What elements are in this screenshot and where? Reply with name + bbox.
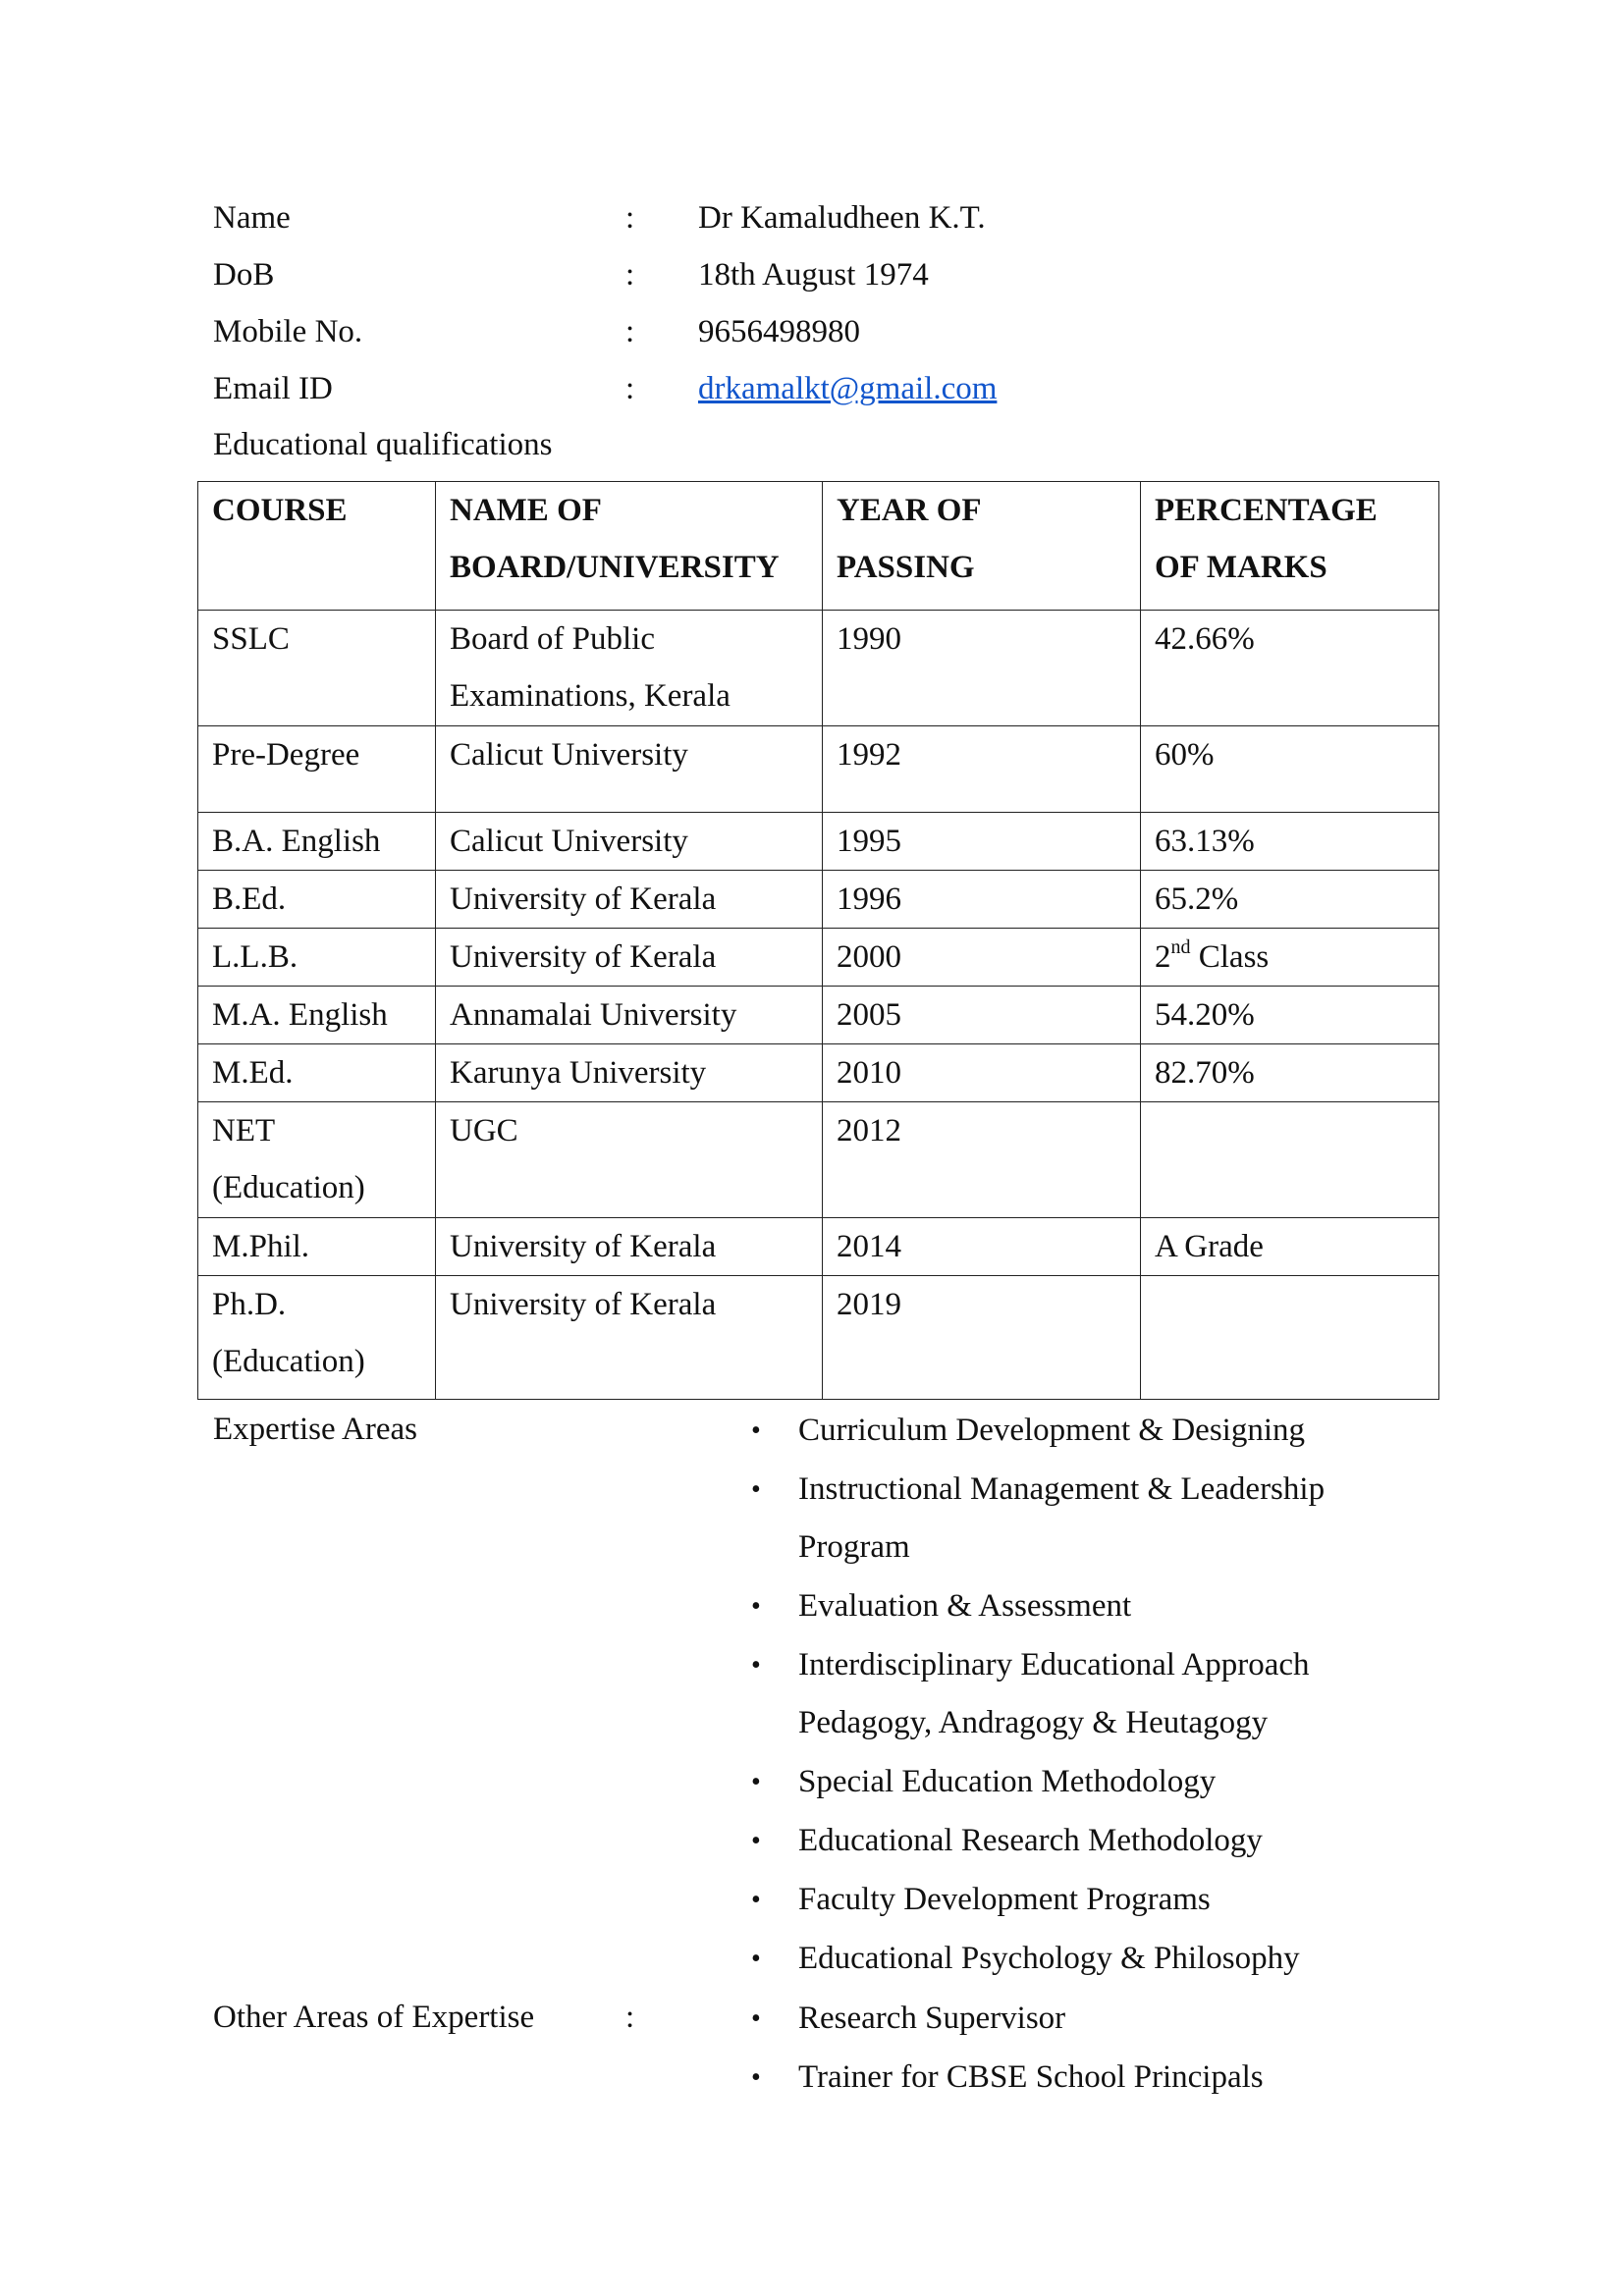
course-cell: B.A. English [198, 813, 436, 871]
education-section-label: Educational qualifications [213, 427, 553, 462]
mobile-separator: : [625, 314, 635, 349]
marks-cell: 82.70% [1141, 1044, 1439, 1102]
list-item: • Trainer for CBSE School Principals [746, 2049, 1375, 2107]
course-cell: NET (Education) [198, 1102, 436, 1218]
ordinal-superscript: nd [1170, 936, 1191, 958]
course-cell: Pre-Degree [198, 726, 436, 813]
table-header-row [198, 482, 1439, 611]
other-expertise-label: Other Areas of Expertise [213, 2000, 535, 2035]
board-cell: Board of Public Examinations, Kerala [436, 611, 823, 726]
marks-cell: 42.66% [1141, 611, 1439, 726]
bullet-icon: • [751, 1826, 761, 1856]
year-cell: 2019 [823, 1276, 1141, 1400]
year-cell: 1992 [823, 726, 1141, 813]
table-row [198, 871, 1439, 929]
list-item: • Faculty Development Programs [746, 1871, 1375, 1929]
board-cell: University of Kerala [436, 1218, 823, 1276]
dob-label: DoB [213, 257, 275, 293]
bullet-icon: • [751, 2003, 761, 2034]
bullet-icon: • [751, 1591, 761, 1622]
board-cell: Annamalai University [436, 987, 823, 1044]
bullet-icon: • [751, 1885, 761, 1915]
course-cell: Ph.D. (Education) [198, 1276, 436, 1400]
marks-cell: 54.20% [1141, 987, 1439, 1044]
table-row [198, 726, 1439, 813]
marks-cell: 63.13% [1141, 813, 1439, 871]
email-label: Email ID [213, 371, 333, 406]
other-expertise-list [746, 1990, 1375, 2108]
year-cell: 2012 [823, 1102, 1141, 1218]
year-cell: 2014 [823, 1218, 1141, 1276]
board-cell: University of Kerala [436, 1276, 823, 1400]
bullet-icon: • [751, 1474, 761, 1505]
list-item: • Interdisciplinary Educational Approach Pedagogy, Andragogy & Heutagogy [746, 1636, 1375, 1752]
course-cell: L.L.B. [198, 929, 436, 987]
bullet-icon: • [751, 1415, 761, 1446]
header-course: COURSE [198, 482, 436, 611]
year-cell: 2010 [823, 1044, 1141, 1102]
name-row [213, 189, 1440, 246]
bullet-icon: • [751, 1944, 761, 1974]
course-cell: M.Phil. [198, 1218, 436, 1276]
list-item: • Research Supervisor [746, 1990, 1375, 2048]
table-row [198, 1276, 1439, 1400]
name-separator: : [625, 200, 635, 236]
board-cell: Calicut University [436, 726, 823, 813]
bullet-icon: • [751, 1767, 761, 1797]
marks-cell [1141, 1276, 1439, 1400]
mobile-label: Mobile No. [213, 314, 363, 349]
expertise-areas-label: Expertise Areas [213, 1412, 418, 1447]
dob-value: 18th August 1974 [698, 257, 929, 293]
name-value: Dr Kamaludheen K.T. [698, 200, 986, 236]
board-cell: UGC [436, 1102, 823, 1218]
year-cell: 1990 [823, 611, 1141, 726]
header-year: YEAR OF PASSING [823, 482, 1141, 611]
table-row [198, 1102, 1439, 1218]
marks-cell [1141, 1102, 1439, 1218]
other-expertise-separator: : [625, 2000, 635, 2035]
header-board: NAME OF BOARD/UNIVERSITY [436, 482, 823, 611]
bullet-icon: • [751, 1650, 761, 1681]
table-row [198, 611, 1439, 726]
year-cell: 1996 [823, 871, 1141, 929]
table-row [198, 987, 1439, 1044]
list-item: • Special Education Methodology [746, 1753, 1375, 1811]
course-cell: M.Ed. [198, 1044, 436, 1102]
course-cell: SSLC [198, 611, 436, 726]
table-row [198, 1044, 1439, 1102]
year-cell: 2000 [823, 929, 1141, 987]
table-row [198, 1218, 1439, 1276]
bullet-icon: • [751, 2062, 761, 2093]
expertise-list [746, 1402, 1375, 1989]
marks-cell: 65.2% [1141, 871, 1439, 929]
list-item: • Evaluation & Assessment [746, 1577, 1375, 1635]
email-row [213, 360, 1440, 417]
education-table [197, 481, 1439, 1400]
list-item: • Educational Research Methodology [746, 1812, 1375, 1870]
year-cell: 1995 [823, 813, 1141, 871]
list-item: • Instructional Management & Leadership Program [746, 1461, 1375, 1576]
marks-cell: A Grade [1141, 1218, 1439, 1276]
list-item: • Educational Psychology & Philosophy [746, 1930, 1375, 1988]
mobile-value: 9656498980 [698, 314, 860, 349]
course-cell: B.Ed. [198, 871, 436, 929]
year-cell: 2005 [823, 987, 1141, 1044]
board-cell: University of Kerala [436, 871, 823, 929]
header-percentage: PERCENTAGE OF MARKS [1141, 482, 1439, 611]
table-row [198, 929, 1439, 987]
course-cell: M.A. English [198, 987, 436, 1044]
board-cell: Karunya University [436, 1044, 823, 1102]
email-separator: : [625, 371, 635, 406]
list-item: • Curriculum Development & Designing [746, 1402, 1375, 1460]
mobile-row [213, 303, 1440, 360]
dob-separator: : [625, 257, 635, 293]
name-label: Name [213, 200, 291, 236]
marks-cell: 60% [1141, 726, 1439, 813]
marks-cell: 2nd Class [1141, 929, 1439, 987]
table-row [198, 813, 1439, 871]
dob-row [213, 246, 1440, 303]
email-link[interactable]: drkamalkt@gmail.com [698, 371, 998, 406]
board-cell: University of Kerala [436, 929, 823, 987]
board-cell: Calicut University [436, 813, 823, 871]
